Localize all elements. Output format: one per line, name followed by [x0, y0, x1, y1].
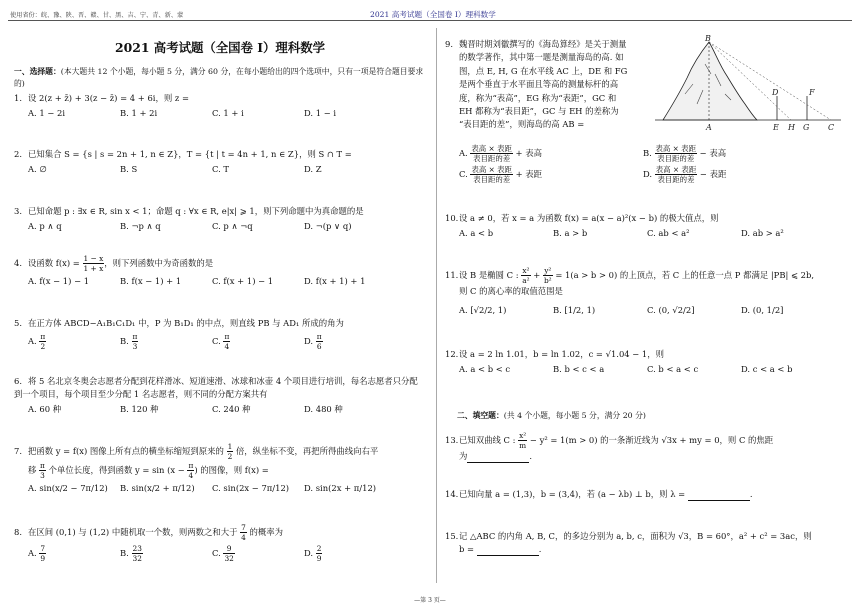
q8-stem-pre: 在区间 (0,1) 与 (1,2) 中随机取一个数，则两数之和大于	[28, 527, 238, 537]
q10-option-c[interactable]: C. ab < a²	[647, 228, 690, 238]
q11-line2: 则 C 的离心率的取值范围是	[459, 286, 563, 296]
label-h: H	[788, 123, 795, 132]
question-5	[14, 317, 426, 351]
q10-number: 10.	[445, 213, 459, 223]
q11-option-a[interactable]: A. [√2/2, 1)	[459, 305, 507, 315]
q9-line-6: “表目距的差”，则海岛的高 AB =	[459, 119, 585, 130]
q14-stem: 已知向量 a = (1,3)，b = (3,4)，若 (a − λb) ⊥ b，则 λ =	[459, 489, 686, 499]
q15-line2: b =	[459, 544, 475, 554]
question-4	[14, 254, 426, 288]
question-2	[14, 148, 426, 176]
q4-number: 4.	[14, 258, 22, 268]
q4-stem-pre: 设函数 f(x) =	[28, 258, 80, 268]
label-e: E	[773, 123, 779, 132]
q13-stem-post: − y² = 1(m > 0) 的一条渐近线为 √3x + my = 0，则 C 的焦距	[529, 435, 774, 445]
q4-frac-num: 1 − x	[83, 254, 104, 263]
q11-option-c[interactable]: C. (0, √2/2]	[647, 305, 695, 315]
q15-stem: 记 △ABC 的内角 A, B, C，的多边分别为 a, b, c，面积为 √3，B = 60°，a² + c² = 3ac，则	[459, 531, 812, 541]
q7-option-b[interactable]: B. sin(x/2 + π/12)	[120, 483, 195, 493]
q7-option-c[interactable]: C. sin(2x − 7π/12)	[212, 483, 290, 493]
q2-stem: 已知集合 S = {s | s = 2n + 1, n ∈ Z}，T = {t | t = 4n + 1, n ∈ Z}，则 S ∩ T =	[28, 149, 352, 159]
q13-stem-pre: 已知双曲线 C :	[459, 435, 516, 445]
section-1-header	[14, 66, 426, 90]
q3-stem: 已知命题 p : ∃x ∈ R, sin x < 1；命题 q : ∀x ∈ R, e|x| ⩾ 1，则下列命题中为真命题的是	[28, 206, 364, 216]
q15-number: 15.	[445, 531, 459, 541]
q3-option-c[interactable]: C. p ∧ ¬q	[212, 221, 253, 231]
q12-option-a[interactable]: A. a < b < c	[459, 364, 511, 374]
q12-number: 12.	[445, 349, 459, 359]
q12-stem: 设 a = 2 ln 1.01，b = ln 1.02，c = √1.04 − 1，则	[459, 349, 665, 359]
q5-option-d[interactable]: D. $\frac{\pi}{6}$	[304, 332, 322, 351]
q8-option-b[interactable]: B. $\frac{23}{32}$	[120, 544, 142, 563]
q11-option-d[interactable]: D. (0, 1/2]	[741, 305, 784, 315]
q9-line-4: 度，称为“表高”，EG 称为“表距”，GC 和	[459, 92, 617, 103]
q8-option-d[interactable]: D. $\frac{2}{9}$	[304, 544, 322, 563]
question-11: 11.设 B 是椭圆 C : $\frac{\text{x²}}{\text{a²}}$ + $\frac{\text{y²}}{\text{b²}}$ = 1(a > b > 0) 的上顶点，若 C 上的任意一点 P 都满足 |PB| ⩽ 2b, 则 C 的离心率的取值范围是 A. [√2/2, 1) B. [1/2, 1) C. (0, √2/2] D. (0, 1/2]	[445, 266, 850, 317]
question-13: 13.已知双曲线 C : $\frac{\text{x²}}{m}$ − y² = 1(m > 0) 的一条渐近线为 √3x + my = 0，则 C 的焦距 为 .	[445, 431, 774, 461]
q10-option-a[interactable]: A. a < b	[459, 228, 494, 238]
q1-option-d[interactable]: D. 1 − i	[304, 108, 337, 118]
q6-stem: 将 5 名北京冬奥会志愿者分配到花样滑冰、短道速滑、冰球和冰壶 4 个项目进行培训，每名志愿者只分配到一个项目，每个项目至少分配 1 名志愿者，则不同的分配方案共有	[14, 376, 418, 399]
header-regions: 使用省份：皖、豫、陕、晋、赣、甘、黑、吉、宁、青、新、蒙	[10, 12, 184, 19]
page-footer: —第 3 页—	[414, 597, 446, 604]
q12-option-d[interactable]: D. c < a < b	[741, 364, 793, 374]
q13-number: 13.	[445, 435, 459, 445]
q4-frac-den: 1 + x	[83, 264, 104, 273]
label-f: F	[809, 88, 815, 97]
q2-number: 2.	[14, 149, 22, 159]
q4-fraction	[83, 254, 105, 273]
island-diagram	[645, 34, 845, 134]
question-3	[14, 205, 426, 233]
question-7: 7. 把函数 y = f(x) 图像上所有点的横坐标缩短到原来的 $\frac{1}{2}$ 倍，纵坐标不变，再把所得曲线向右平 移 $\frac{\pi}{3}$ 个单位长度，得到函数 y = sin (x − $\frac{\pi}{4}$ ) 的图像，则 f(x) = A. sin(x/2 − 7π/12) B. sin(x/2 + π/12) C. sin(2x − 7π/12) D. sin(2x + π/12)	[14, 442, 426, 495]
q1-stem: 设 2(z + z̄) + 3(z − z̄) = 4 + 6i，则 z =	[28, 93, 189, 103]
left-column	[14, 30, 426, 563]
q4-option-d[interactable]: D. f(x + 1) + 1	[304, 276, 366, 286]
q6-option-d[interactable]: D. 480 种	[304, 404, 343, 414]
section-1-heading: 一、选择题：	[14, 67, 61, 76]
q13-line2: 为	[459, 451, 468, 461]
q12-option-c[interactable]: C. b < a < c	[647, 364, 699, 374]
header-rule	[8, 20, 852, 21]
q7-half-fraction: $\frac{1}{2}$	[227, 442, 233, 461]
q4-option-a[interactable]: A. f(x − 1) − 1	[28, 276, 90, 286]
header-exam-title: 2021 高考试题（全国卷 I）理科数学	[370, 10, 496, 19]
q9-option-d[interactable]: D. $\frac{\text{表高 × 表距}}{\text{表目距的差}}$ − 表距	[643, 165, 727, 184]
page-title: 2021 高考试题（全国卷 I）理科数学	[115, 40, 325, 55]
q7-number: 7.	[14, 446, 22, 456]
q9-option-c[interactable]: C. $\frac{\text{表高 × 表距}}{\text{表目距的差}}$ + 表距	[459, 165, 543, 184]
section-2-heading: 二、填空题：	[457, 411, 504, 420]
q8-option-c[interactable]: C. $\frac{9}{32}$	[212, 544, 234, 563]
q5-stem: 在正方体 ABCD−A₁B₁C₁D₁ 中，P 为 B₁D₁ 的中点，则直线 PB 与 AD₁ 所成的角为	[28, 318, 344, 328]
q3-option-d[interactable]: D. ¬(p ∨ q)	[304, 221, 352, 231]
q5-option-b[interactable]: B. $\frac{\pi}{3}$	[120, 332, 138, 351]
q1-option-c[interactable]: C. 1 + i	[212, 108, 244, 118]
q14-answer-blank[interactable]	[688, 491, 750, 501]
q4-option-c[interactable]: C. f(x + 1) − 1	[212, 276, 274, 286]
q9-line-0: 魏晋时期刘徽撰写的《海岛算经》是关于测量	[459, 39, 627, 49]
q3-number: 3.	[14, 206, 22, 216]
question-6	[14, 375, 426, 416]
q2-option-d[interactable]: D. Z	[304, 164, 322, 174]
q2-option-c[interactable]: C. T	[212, 164, 230, 174]
question-1	[14, 92, 426, 120]
section-2-header	[457, 410, 646, 422]
q7-option-d[interactable]: D. sin(2x + π/12)	[304, 483, 377, 493]
column-divider	[436, 28, 437, 583]
question-15: 15.记 △ABC 的内角 A, B, C，的多边分别为 a, b, c，面积为 √3，B = 60°，a² + c² = 3ac，则 b = .	[445, 531, 812, 554]
q9-line-1: 的数学著作，其中第一题是测量海岛的高. 如	[459, 52, 624, 63]
label-c: C	[828, 123, 835, 132]
q13-answer-blank[interactable]	[467, 453, 529, 463]
q12-option-b[interactable]: B. b < c < a	[553, 364, 605, 374]
q6-option-b[interactable]: B. 120 种	[120, 404, 159, 414]
label-d: D	[772, 88, 779, 97]
q5-number: 5.	[14, 318, 22, 328]
q14-number: 14.	[445, 489, 459, 499]
q3-option-a[interactable]: A. p ∧ q	[28, 221, 62, 231]
q15-answer-blank[interactable]	[477, 546, 539, 556]
q8-option-a[interactable]: A. $\frac{7}{9}$	[28, 544, 46, 563]
section-2-desc: (共 4 个小题，每小题 5 分，满分 20 分)	[503, 411, 646, 420]
q7-stem-mid: 倍，纵坐标不变，再把所得曲线向右平	[235, 446, 379, 456]
question-12	[445, 348, 850, 376]
q6-option-c[interactable]: C. 240 种	[212, 404, 251, 414]
mountain-shape	[663, 42, 757, 120]
q1-option-b[interactable]: B. 1 + 2i	[120, 108, 158, 118]
q11-number: 11.	[445, 270, 459, 280]
question-9	[445, 38, 650, 132]
q4-option-b[interactable]: B. f(x − 1) + 1	[120, 276, 182, 286]
q8-number: 8.	[14, 527, 22, 537]
q7-line2-pre: 移	[28, 465, 37, 475]
q5-option-c[interactable]: C. $\frac{\pi}{4}$	[212, 332, 230, 351]
question-8: 8. 在区间 (0,1) 与 (1,2) 中随机取一个数，则两数之和大于 $\frac{7}{4}$ 的概率为 A. $\frac{7}{9}$ B. $\frac{23}{32}$ C. $\frac{9}{32}$ D. $\frac{2}{9}$	[14, 523, 426, 563]
q9-number: 9.	[445, 39, 453, 49]
q9-option-a[interactable]: A. $\frac{\text{表高 × 表距}}{\text{表目距的差}}$ + 表高	[459, 144, 542, 163]
q9-line-3: 是两个垂直于水平面且等高的测量标杆的高	[459, 79, 619, 90]
q7-line2-post: ) 的图像，则 f(x) =	[194, 465, 269, 475]
q8-stem-post: 的概率为	[249, 527, 284, 537]
q7-stem-pre: 把函数 y = f(x) 图像上所有点的横坐标缩短到原来的	[28, 446, 224, 456]
q9-line-5: EH 都称为“表目距”，GC 与 EH 的差称为	[459, 106, 619, 117]
q1-number: 1.	[14, 93, 22, 103]
q3-option-b[interactable]: B. ¬p ∧ q	[120, 221, 161, 231]
label-g: G	[803, 123, 810, 132]
q9-line-2: 图，点 E, H, G 在水平线 AC 上，DE 和 FG	[459, 65, 628, 76]
q9-options	[445, 142, 850, 184]
q9-option-b[interactable]: B. $\frac{\text{表高 × 表距}}{\text{表目距的差}}$ − 表高	[643, 144, 727, 163]
q1-option-a[interactable]: A. 1 − 2i	[28, 108, 66, 118]
label-b: B	[705, 34, 711, 43]
q11-option-b[interactable]: B. [1/2, 1)	[553, 305, 596, 315]
question-14: 14.已知向量 a = (1,3)，b = (3,4)，若 (a − λb) ⊥ b，则 λ = .	[445, 489, 753, 499]
q11-stem-mid: = 1(a > b > 0) 的上顶点，若 C 上的任意一点 P 都满足 |PB| ⩽ 2b,	[555, 270, 814, 280]
q5-option-a[interactable]: A. $\frac{\pi}{2}$	[28, 332, 46, 351]
q6-option-a[interactable]: A. 60 种	[28, 404, 62, 414]
section-1-desc: (本大题共 12 个小题，每小题 5 分，满分 60 分，在每小题给出的四个选项中，只有一项是符合题目要求的)	[14, 67, 424, 88]
q2-option-a[interactable]: A. ∅	[28, 164, 47, 174]
q11-stem-pre: 设 B 是椭圆 C :	[459, 270, 519, 280]
q7-option-a[interactable]: A. sin(x/2 − 7π/12)	[28, 483, 108, 493]
label-a: A	[706, 123, 712, 132]
q10-stem: 设 a ≠ 0，若 x = a 为函数 f(x) = a(x − a)²(x − b) 的极大值点，则	[459, 213, 719, 223]
q10-option-d[interactable]: D. ab > a²	[741, 228, 784, 238]
q4-stem-post: ，则下列函数中为奇函数的是	[104, 258, 214, 268]
q6-number: 6.	[14, 376, 22, 386]
island-figure	[645, 34, 845, 134]
question-10	[445, 212, 850, 240]
q7-line2-mid: 个单位长度，得到函数 y = sin	[48, 465, 165, 475]
q10-option-b[interactable]: B. a > b	[553, 228, 588, 238]
q2-option-b[interactable]: B. S	[120, 164, 138, 174]
